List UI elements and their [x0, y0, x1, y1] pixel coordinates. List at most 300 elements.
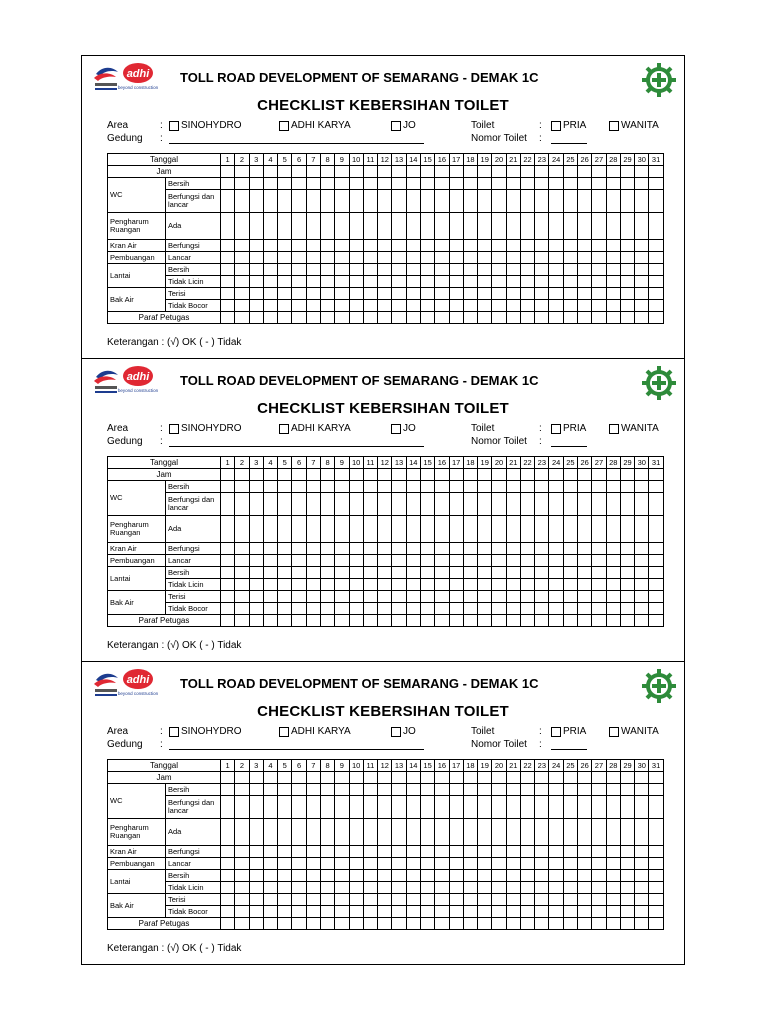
check-cell[interactable] [535, 240, 549, 252]
check-cell[interactable] [592, 288, 606, 300]
check-cell[interactable] [292, 240, 306, 252]
check-cell[interactable] [349, 543, 363, 555]
check-cell[interactable] [221, 819, 235, 846]
check-cell[interactable] [406, 493, 420, 516]
check-cell[interactable] [363, 894, 377, 906]
check-cell[interactable] [292, 591, 306, 603]
check-cell[interactable] [449, 178, 463, 190]
check-cell[interactable] [406, 178, 420, 190]
check-cell[interactable] [620, 858, 634, 870]
check-cell[interactable] [506, 493, 520, 516]
check-cell[interactable] [592, 579, 606, 591]
jam-cell[interactable] [563, 772, 577, 784]
check-cell[interactable] [335, 276, 349, 288]
check-cell[interactable] [420, 276, 434, 288]
check-cell[interactable] [520, 178, 534, 190]
check-cell[interactable] [520, 882, 534, 894]
check-cell[interactable] [463, 493, 477, 516]
check-cell[interactable] [449, 894, 463, 906]
check-cell[interactable] [435, 213, 449, 240]
paraf-cell[interactable] [320, 312, 334, 324]
check-cell[interactable] [306, 264, 320, 276]
check-cell[interactable] [606, 819, 620, 846]
check-cell[interactable] [292, 603, 306, 615]
jam-cell[interactable] [406, 166, 420, 178]
paraf-cell[interactable] [406, 615, 420, 627]
check-cell[interactable] [221, 846, 235, 858]
check-cell[interactable] [649, 264, 663, 276]
check-cell[interactable] [320, 300, 334, 312]
check-cell[interactable] [235, 603, 249, 615]
check-cell[interactable] [435, 555, 449, 567]
check-cell[interactable] [478, 481, 492, 493]
jam-cell[interactable] [606, 469, 620, 481]
jam-cell[interactable] [635, 469, 649, 481]
check-cell[interactable] [563, 882, 577, 894]
check-cell[interactable] [592, 481, 606, 493]
check-cell[interactable] [649, 819, 663, 846]
check-cell[interactable] [363, 481, 377, 493]
check-cell[interactable] [378, 288, 392, 300]
jam-cell[interactable] [292, 469, 306, 481]
check-cell[interactable] [263, 870, 277, 882]
check-cell[interactable] [549, 213, 563, 240]
check-cell[interactable] [335, 178, 349, 190]
check-cell[interactable] [249, 906, 263, 918]
check-cell[interactable] [606, 894, 620, 906]
check-cell[interactable] [620, 603, 634, 615]
check-cell[interactable] [463, 894, 477, 906]
check-cell[interactable] [292, 784, 306, 796]
check-cell[interactable] [506, 516, 520, 543]
paraf-cell[interactable] [578, 312, 592, 324]
check-cell[interactable] [335, 543, 349, 555]
check-cell[interactable] [635, 240, 649, 252]
check-cell[interactable] [221, 579, 235, 591]
jam-cell[interactable] [549, 166, 563, 178]
check-cell[interactable] [392, 796, 406, 819]
check-cell[interactable] [649, 555, 663, 567]
check-cell[interactable] [478, 796, 492, 819]
check-cell[interactable] [306, 894, 320, 906]
check-cell[interactable] [478, 784, 492, 796]
jam-cell[interactable] [249, 469, 263, 481]
check-cell[interactable] [392, 579, 406, 591]
check-cell[interactable] [463, 516, 477, 543]
check-cell[interactable] [292, 300, 306, 312]
check-cell[interactable] [478, 906, 492, 918]
check-cell[interactable] [249, 190, 263, 213]
check-cell[interactable] [378, 481, 392, 493]
check-cell[interactable] [592, 603, 606, 615]
sinohydro-checkbox[interactable] [169, 424, 179, 434]
check-cell[interactable] [506, 870, 520, 882]
check-cell[interactable] [592, 591, 606, 603]
check-cell[interactable] [520, 190, 534, 213]
check-cell[interactable] [363, 882, 377, 894]
check-cell[interactable] [249, 288, 263, 300]
jam-cell[interactable] [578, 772, 592, 784]
check-cell[interactable] [649, 213, 663, 240]
check-cell[interactable] [506, 846, 520, 858]
check-cell[interactable] [420, 288, 434, 300]
check-cell[interactable] [378, 603, 392, 615]
jam-cell[interactable] [592, 772, 606, 784]
check-cell[interactable] [249, 819, 263, 846]
check-cell[interactable] [578, 603, 592, 615]
check-cell[interactable] [349, 555, 363, 567]
check-cell[interactable] [363, 213, 377, 240]
check-cell[interactable] [378, 846, 392, 858]
check-cell[interactable] [606, 543, 620, 555]
check-cell[interactable] [449, 906, 463, 918]
jam-cell[interactable] [492, 469, 506, 481]
check-cell[interactable] [435, 603, 449, 615]
paraf-cell[interactable] [578, 615, 592, 627]
check-cell[interactable] [221, 784, 235, 796]
check-cell[interactable] [292, 178, 306, 190]
check-cell[interactable] [249, 858, 263, 870]
check-cell[interactable] [406, 603, 420, 615]
check-cell[interactable] [435, 784, 449, 796]
check-cell[interactable] [392, 252, 406, 264]
check-cell[interactable] [635, 579, 649, 591]
check-cell[interactable] [520, 858, 534, 870]
check-cell[interactable] [506, 543, 520, 555]
check-cell[interactable] [549, 591, 563, 603]
check-cell[interactable] [578, 276, 592, 288]
check-cell[interactable] [335, 300, 349, 312]
check-cell[interactable] [249, 240, 263, 252]
check-cell[interactable] [592, 906, 606, 918]
check-cell[interactable] [335, 579, 349, 591]
check-cell[interactable] [606, 603, 620, 615]
jam-cell[interactable] [606, 772, 620, 784]
check-cell[interactable] [449, 603, 463, 615]
check-cell[interactable] [235, 190, 249, 213]
check-cell[interactable] [649, 567, 663, 579]
jam-cell[interactable] [649, 772, 663, 784]
check-cell[interactable] [349, 481, 363, 493]
check-cell[interactable] [278, 603, 292, 615]
jam-cell[interactable] [235, 166, 249, 178]
check-cell[interactable] [363, 252, 377, 264]
check-cell[interactable] [492, 906, 506, 918]
check-cell[interactable] [335, 784, 349, 796]
jam-cell[interactable] [363, 772, 377, 784]
check-cell[interactable] [406, 264, 420, 276]
check-cell[interactable] [492, 555, 506, 567]
check-cell[interactable] [235, 543, 249, 555]
check-cell[interactable] [635, 276, 649, 288]
check-cell[interactable] [578, 493, 592, 516]
jam-cell[interactable] [335, 772, 349, 784]
sinohydro-checkbox[interactable] [169, 727, 179, 737]
check-cell[interactable] [520, 591, 534, 603]
check-cell[interactable] [520, 870, 534, 882]
check-cell[interactable] [363, 300, 377, 312]
jam-cell[interactable] [249, 772, 263, 784]
paraf-cell[interactable] [620, 615, 634, 627]
paraf-cell[interactable] [420, 312, 434, 324]
check-cell[interactable] [463, 264, 477, 276]
check-cell[interactable] [506, 796, 520, 819]
check-cell[interactable] [449, 240, 463, 252]
jam-cell[interactable] [278, 469, 292, 481]
check-cell[interactable] [306, 288, 320, 300]
check-cell[interactable] [635, 493, 649, 516]
check-cell[interactable] [506, 906, 520, 918]
check-cell[interactable] [335, 846, 349, 858]
check-cell[interactable] [320, 784, 334, 796]
check-cell[interactable] [492, 288, 506, 300]
jam-cell[interactable] [492, 772, 506, 784]
paraf-cell[interactable] [578, 918, 592, 930]
check-cell[interactable] [635, 906, 649, 918]
check-cell[interactable] [363, 603, 377, 615]
check-cell[interactable] [478, 870, 492, 882]
jam-cell[interactable] [520, 772, 534, 784]
paraf-cell[interactable] [378, 312, 392, 324]
check-cell[interactable] [492, 481, 506, 493]
check-cell[interactable] [392, 784, 406, 796]
pria-checkbox[interactable] [551, 424, 561, 434]
check-cell[interactable] [435, 481, 449, 493]
check-cell[interactable] [578, 796, 592, 819]
check-cell[interactable] [449, 481, 463, 493]
check-cell[interactable] [392, 493, 406, 516]
check-cell[interactable] [478, 858, 492, 870]
check-cell[interactable] [335, 882, 349, 894]
check-cell[interactable] [420, 784, 434, 796]
check-cell[interactable] [263, 796, 277, 819]
check-cell[interactable] [535, 796, 549, 819]
check-cell[interactable] [221, 555, 235, 567]
check-cell[interactable] [363, 784, 377, 796]
check-cell[interactable] [549, 567, 563, 579]
check-cell[interactable] [420, 213, 434, 240]
check-cell[interactable] [392, 213, 406, 240]
paraf-cell[interactable] [506, 918, 520, 930]
check-cell[interactable] [435, 858, 449, 870]
check-cell[interactable] [378, 213, 392, 240]
check-cell[interactable] [292, 846, 306, 858]
check-cell[interactable] [535, 276, 549, 288]
jam-cell[interactable] [235, 469, 249, 481]
paraf-cell[interactable] [420, 918, 434, 930]
check-cell[interactable] [363, 567, 377, 579]
check-cell[interactable] [263, 819, 277, 846]
check-cell[interactable] [306, 481, 320, 493]
check-cell[interactable] [449, 882, 463, 894]
check-cell[interactable] [592, 846, 606, 858]
check-cell[interactable] [535, 264, 549, 276]
check-cell[interactable] [392, 190, 406, 213]
check-cell[interactable] [578, 882, 592, 894]
check-cell[interactable] [392, 178, 406, 190]
check-cell[interactable] [635, 543, 649, 555]
check-cell[interactable] [449, 276, 463, 288]
paraf-cell[interactable] [592, 918, 606, 930]
check-cell[interactable] [221, 796, 235, 819]
check-cell[interactable] [606, 858, 620, 870]
jam-cell[interactable] [478, 469, 492, 481]
check-cell[interactable] [306, 178, 320, 190]
check-cell[interactable] [435, 870, 449, 882]
check-cell[interactable] [363, 240, 377, 252]
check-cell[interactable] [406, 240, 420, 252]
check-cell[interactable] [278, 300, 292, 312]
check-cell[interactable] [349, 178, 363, 190]
paraf-cell[interactable] [363, 312, 377, 324]
check-cell[interactable] [620, 846, 634, 858]
paraf-cell[interactable] [278, 615, 292, 627]
check-cell[interactable] [420, 516, 434, 543]
check-cell[interactable] [363, 493, 377, 516]
adhi-karya-checkbox[interactable] [279, 727, 289, 737]
check-cell[interactable] [463, 870, 477, 882]
check-cell[interactable] [535, 481, 549, 493]
check-cell[interactable] [263, 846, 277, 858]
check-cell[interactable] [578, 213, 592, 240]
check-cell[interactable] [420, 846, 434, 858]
check-cell[interactable] [578, 870, 592, 882]
check-cell[interactable] [249, 784, 263, 796]
check-cell[interactable] [535, 300, 549, 312]
check-cell[interactable] [221, 882, 235, 894]
paraf-cell[interactable] [378, 918, 392, 930]
check-cell[interactable] [349, 240, 363, 252]
check-cell[interactable] [306, 603, 320, 615]
check-cell[interactable] [563, 190, 577, 213]
paraf-cell[interactable] [563, 918, 577, 930]
check-cell[interactable] [506, 579, 520, 591]
check-cell[interactable] [592, 543, 606, 555]
check-cell[interactable] [492, 516, 506, 543]
check-cell[interactable] [335, 516, 349, 543]
check-cell[interactable] [478, 178, 492, 190]
check-cell[interactable] [292, 190, 306, 213]
paraf-cell[interactable] [392, 918, 406, 930]
check-cell[interactable] [620, 543, 634, 555]
check-cell[interactable] [606, 276, 620, 288]
check-cell[interactable] [463, 555, 477, 567]
paraf-cell[interactable] [535, 918, 549, 930]
wanita-checkbox[interactable] [609, 424, 619, 434]
check-cell[interactable] [478, 300, 492, 312]
check-cell[interactable] [349, 846, 363, 858]
check-cell[interactable] [492, 579, 506, 591]
jo-checkbox[interactable] [391, 727, 401, 737]
check-cell[interactable] [278, 555, 292, 567]
check-cell[interactable] [535, 555, 549, 567]
check-cell[interactable] [249, 481, 263, 493]
check-cell[interactable] [563, 516, 577, 543]
check-cell[interactable] [520, 300, 534, 312]
check-cell[interactable] [349, 591, 363, 603]
check-cell[interactable] [363, 555, 377, 567]
check-cell[interactable] [420, 894, 434, 906]
check-cell[interactable] [506, 894, 520, 906]
check-cell[interactable] [363, 846, 377, 858]
check-cell[interactable] [492, 252, 506, 264]
check-cell[interactable] [620, 276, 634, 288]
check-cell[interactable] [335, 493, 349, 516]
check-cell[interactable] [306, 516, 320, 543]
check-cell[interactable] [363, 264, 377, 276]
check-cell[interactable] [478, 264, 492, 276]
check-cell[interactable] [635, 288, 649, 300]
paraf-cell[interactable] [335, 312, 349, 324]
jam-cell[interactable] [378, 166, 392, 178]
check-cell[interactable] [549, 252, 563, 264]
check-cell[interactable] [449, 591, 463, 603]
check-cell[interactable] [620, 178, 634, 190]
check-cell[interactable] [463, 858, 477, 870]
check-cell[interactable] [235, 591, 249, 603]
paraf-cell[interactable] [221, 918, 235, 930]
check-cell[interactable] [420, 493, 434, 516]
check-cell[interactable] [292, 579, 306, 591]
paraf-cell[interactable] [592, 312, 606, 324]
check-cell[interactable] [535, 784, 549, 796]
check-cell[interactable] [478, 252, 492, 264]
jam-cell[interactable] [606, 166, 620, 178]
paraf-cell[interactable] [563, 615, 577, 627]
check-cell[interactable] [320, 190, 334, 213]
check-cell[interactable] [478, 190, 492, 213]
check-cell[interactable] [549, 796, 563, 819]
check-cell[interactable] [278, 858, 292, 870]
check-cell[interactable] [649, 906, 663, 918]
check-cell[interactable] [463, 796, 477, 819]
check-cell[interactable] [535, 288, 549, 300]
check-cell[interactable] [406, 846, 420, 858]
check-cell[interactable] [492, 870, 506, 882]
check-cell[interactable] [620, 591, 634, 603]
check-cell[interactable] [363, 276, 377, 288]
check-cell[interactable] [635, 264, 649, 276]
paraf-cell[interactable] [349, 312, 363, 324]
check-cell[interactable] [563, 252, 577, 264]
check-cell[interactable] [420, 858, 434, 870]
paraf-cell[interactable] [263, 918, 277, 930]
check-cell[interactable] [435, 288, 449, 300]
check-cell[interactable] [549, 178, 563, 190]
check-cell[interactable] [606, 784, 620, 796]
jam-cell[interactable] [620, 469, 634, 481]
check-cell[interactable] [520, 543, 534, 555]
check-cell[interactable] [278, 846, 292, 858]
check-cell[interactable] [235, 276, 249, 288]
check-cell[interactable] [420, 870, 434, 882]
check-cell[interactable] [278, 493, 292, 516]
jam-cell[interactable] [221, 469, 235, 481]
check-cell[interactable] [392, 240, 406, 252]
jam-cell[interactable] [392, 469, 406, 481]
check-cell[interactable] [420, 190, 434, 213]
check-cell[interactable] [378, 579, 392, 591]
paraf-cell[interactable] [606, 918, 620, 930]
check-cell[interactable] [620, 796, 634, 819]
check-cell[interactable] [563, 213, 577, 240]
check-cell[interactable] [592, 858, 606, 870]
check-cell[interactable] [392, 264, 406, 276]
check-cell[interactable] [249, 796, 263, 819]
check-cell[interactable] [292, 567, 306, 579]
check-cell[interactable] [606, 846, 620, 858]
jam-cell[interactable] [506, 166, 520, 178]
